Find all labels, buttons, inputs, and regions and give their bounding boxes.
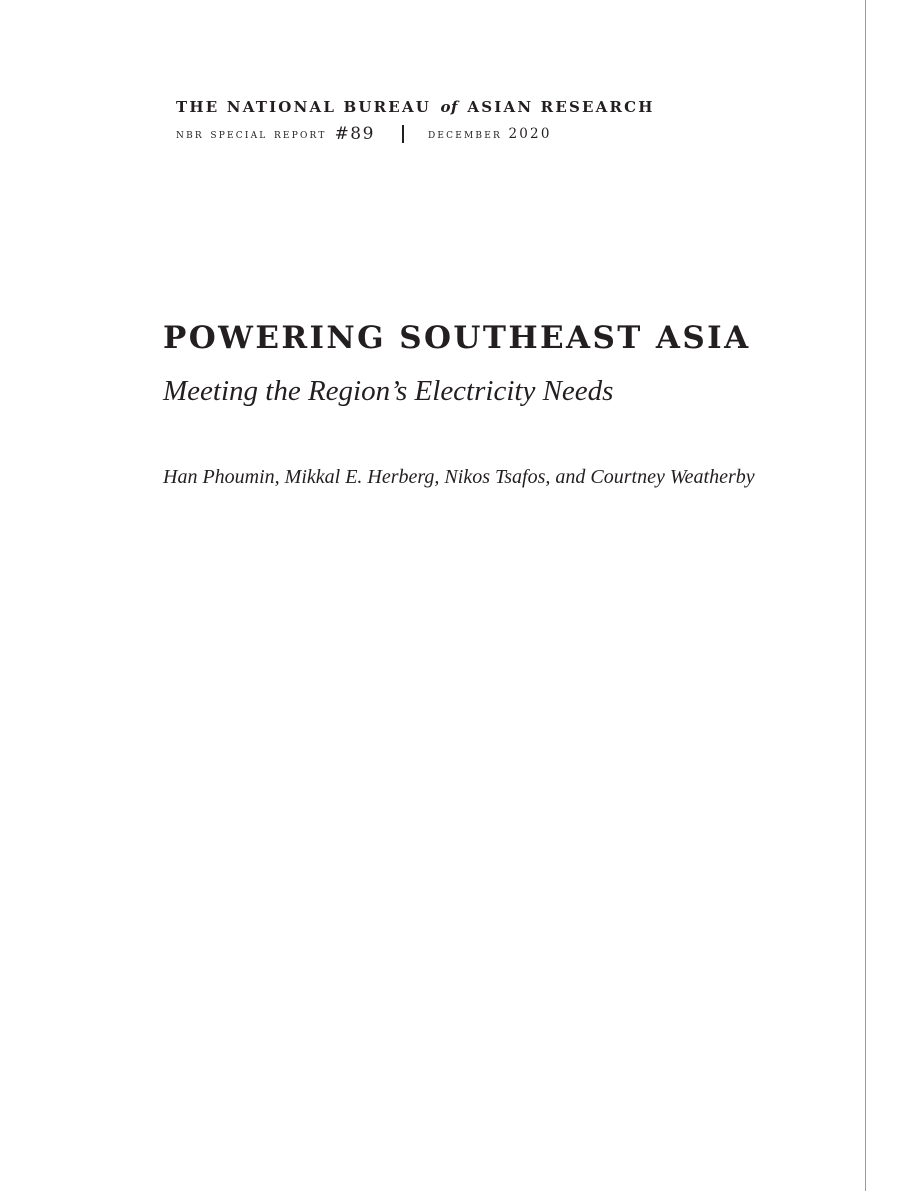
report-label: nbr special report <box>176 126 327 142</box>
report-date: december 2020 <box>427 126 552 142</box>
report-subtitle: Meeting the Region’s Electricity Needs <box>163 375 614 407</box>
org-name-of: of <box>440 98 458 116</box>
authors-line: Han Phoumin, Mikkal E. Herberg, Nikos Tsafos, and Courtney Weatherby <box>163 466 755 488</box>
organization-name <box>176 96 736 118</box>
title-block <box>163 318 823 408</box>
org-name-part-1: THE NATIONAL BUREAU <box>176 98 432 116</box>
report-title: POWERING SOUTHEAST ASIA <box>163 320 751 356</box>
report-info <box>176 123 736 145</box>
org-name-part-2: ASIAN RESEARCH <box>467 98 655 116</box>
report-header <box>176 96 736 145</box>
page-edge-line <box>865 0 866 1191</box>
header-divider <box>402 125 404 143</box>
report-number: #89 <box>334 124 375 144</box>
